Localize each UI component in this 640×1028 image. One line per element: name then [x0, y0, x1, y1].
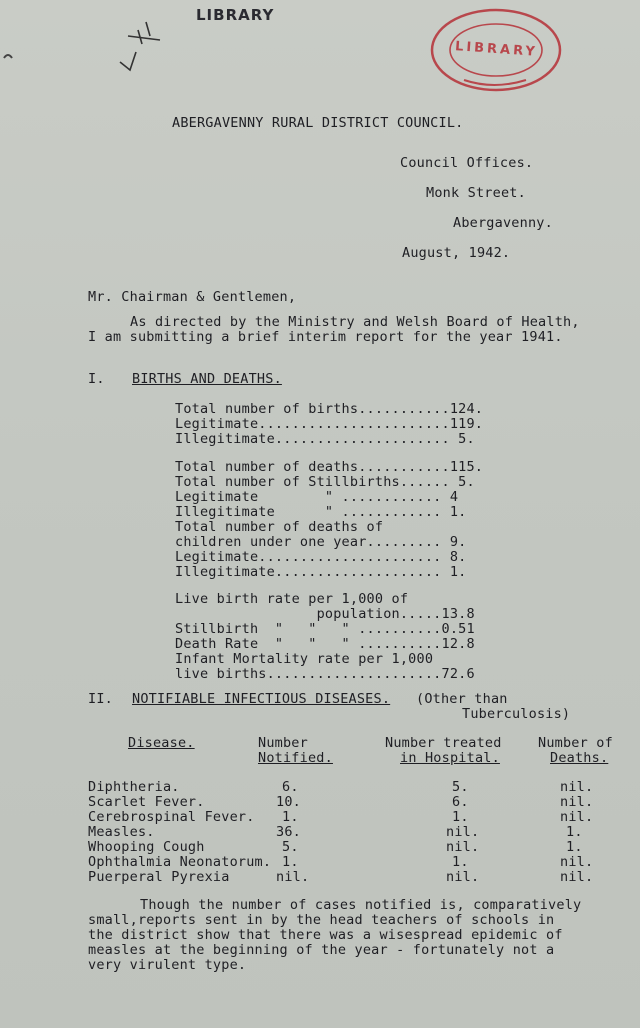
header-hospital-b: in Hospital.	[400, 750, 500, 766]
cell-hospital: nil.	[446, 839, 480, 855]
stamp-label: LIBRARY	[454, 39, 539, 60]
list-item: Illegitimate..................... 5.	[175, 431, 475, 447]
list-item: Death Rate " " " ..........12.8	[175, 636, 475, 652]
section-2-number: II.	[88, 691, 113, 707]
cell-deaths: nil.	[560, 809, 594, 825]
pencil-mark	[0, 0, 180, 80]
cell-disease: Puerperal Pyrexia	[88, 869, 230, 885]
cell-notified: 1.	[282, 809, 299, 825]
cell-notified: 36.	[276, 824, 301, 840]
address-line-3: Abergavenny.	[453, 215, 553, 231]
cell-deaths: 1.	[566, 824, 583, 840]
address-line-2: Monk Street.	[426, 185, 526, 201]
list-item: Legitimate " ............ 4	[175, 489, 459, 505]
cell-notified: 1.	[282, 854, 299, 870]
cell-disease: Ophthalmia Neonatorum.	[88, 854, 272, 870]
cell-hospital: nil.	[446, 869, 480, 885]
header-disease: Disease.	[128, 735, 195, 751]
closing-line-4: measles at the beginning of the year - fortunately not a	[88, 942, 555, 958]
list-item: Total number of deaths of	[175, 519, 384, 535]
cell-notified: nil.	[276, 869, 310, 885]
letter-date: August, 1942.	[402, 245, 511, 261]
section-2-title: NOTIFIABLE INFECTIOUS DISEASES.	[132, 691, 391, 707]
address-line-1: Council Offices.	[400, 155, 534, 171]
header-notified-a: Number	[258, 735, 308, 751]
list-item: Total number of deaths...........115.	[175, 459, 484, 475]
cell-disease: Cerebrospinal Fever.	[88, 809, 255, 825]
closing-line-3: the district show that there was a wisespread epidemic of	[88, 927, 563, 943]
closing-line-1: Though the number of cases notified is, comparatively	[140, 897, 582, 913]
list-item: Total number of births...........124.	[175, 401, 484, 417]
closing-line-5: very virulent type.	[88, 957, 247, 973]
list-item: Live birth rate per 1,000 of	[175, 591, 409, 607]
cell-notified: 10.	[276, 794, 301, 810]
council-heading: ABERGAVENNY RURAL DISTRICT COUNCIL.	[172, 115, 464, 131]
list-item: Infant Mortality rate per 1,000	[175, 651, 434, 667]
list-item: Illegitimate.................... 1.	[175, 564, 467, 580]
cell-disease: Measles.	[88, 824, 155, 840]
cell-disease: Diphtheria.	[88, 779, 180, 795]
list-item: Legitimate.......................119.	[175, 416, 484, 432]
cell-deaths: 1.	[566, 839, 583, 855]
section-1-title: BIRTHS AND DEATHS.	[132, 371, 282, 387]
header-hospital-a: Number treated	[385, 735, 502, 751]
intro-line-2: I am submitting a brief interim report for the year 1941.	[88, 329, 563, 345]
list-item: children under one year......... 9.	[175, 534, 467, 550]
list-item: live births.....................72.6	[175, 666, 475, 682]
cell-deaths: nil.	[560, 779, 594, 795]
cell-hospital: 1.	[452, 809, 469, 825]
cell-hospital: 1.	[452, 854, 469, 870]
section-2-subtitle-b: Tuberculosis)	[462, 706, 571, 722]
header-deaths-a: Number of	[538, 735, 613, 751]
header-deaths-b: Deaths.	[550, 750, 609, 766]
cell-hospital: nil.	[446, 824, 480, 840]
intro-line-1: As directed by the Ministry and Welsh Board of Health,	[130, 314, 580, 330]
cell-deaths: nil.	[560, 869, 594, 885]
header-notified-b: Notified.	[258, 750, 333, 766]
section-1-number: I.	[88, 371, 105, 387]
section-2-subtitle-a: (Other than	[416, 691, 508, 707]
cell-notified: 5.	[282, 839, 299, 855]
library-heading: LIBRARY	[196, 6, 275, 24]
cell-deaths: nil.	[560, 854, 594, 870]
list-item: Illegitimate " ............ 1.	[175, 504, 467, 520]
cell-hospital: 5.	[452, 779, 469, 795]
list-item: Legitimate...................... 8.	[175, 549, 467, 565]
list-item: Stillbirth " " " ..........0.51	[175, 621, 475, 637]
list-item: Total number of Stillbirths...... 5.	[175, 474, 475, 490]
salutation: Mr. Chairman & Gentlemen,	[88, 289, 297, 305]
list-item: population.....13.8	[175, 606, 475, 622]
cell-notified: 6.	[282, 779, 299, 795]
closing-line-2: small,reports sent in by the head teachers of schools in	[88, 912, 555, 928]
cell-disease: Whooping Cough	[88, 839, 205, 855]
cell-disease: Scarlet Fever.	[88, 794, 205, 810]
cell-hospital: 6.	[452, 794, 469, 810]
cell-deaths: nil.	[560, 794, 594, 810]
